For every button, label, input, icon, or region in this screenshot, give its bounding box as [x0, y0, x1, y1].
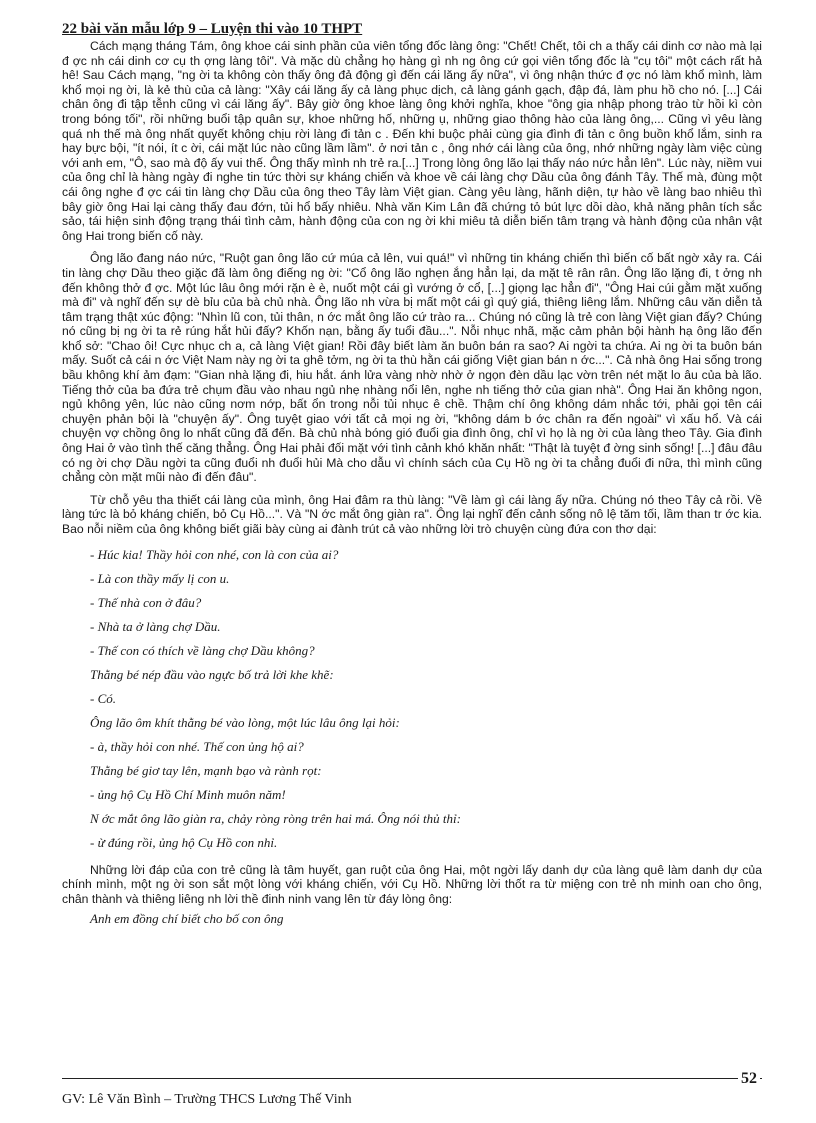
dialogue-line: - Húc kia! Thầy hỏi con nhé, con là con của ai?: [90, 546, 339, 562]
dialogue-line: N ớc mắt ông lão giàn ra, chảy ròng ròng trên hai má. Ông nói thủ thỉ:: [90, 810, 461, 826]
dialogue-line: Thằng bé nép đầu vào ngực bố trả lời khe khẽ:: [90, 666, 334, 682]
essay-body: [62, 39, 762, 927]
closing-line: Anh em đồng chí biết cho bố con ông: [90, 911, 284, 927]
dialogue-line: - ừ đúng rồi, ủng hộ Cụ Hồ con nhỉ.: [90, 834, 278, 850]
page-number: 52: [738, 1070, 760, 1088]
paragraph-3: Từ chỗ yêu tha thiết cái làng của mình, ông Hai đâm ra thù làng: "Về làm gì cái làng ấy nữa. Chúng nó theo Tây cả rồi. Về làng tức là bỏ kháng chiến, bỏ Cụ Hồ...". Và "N ớc mắt ông giàn ra". Ông lại nghĩ đến cảnh sống nô lệ tăm tối, lầm than tr ớc kia. Bao nỗi niềm của ông không biết giãi bày cùng ai đành trút cả vào những lời trò chuyện cùng đứa con thơ dại:: [62, 492, 762, 536]
paragraph-4: Những lời đáp của con trẻ cũng là tâm huyết, gan ruột của ông Hai, một ngời lấy danh dự của làng quê làm danh dự của chính mình, một ng ời son sắt một lòng với kháng chiến, với Cụ Hồ. Những lời thốt ra từ miệng con trẻ nh minh oan cho ông, chân thành và thiêng liêng nh lời thề đinh ninh vang lên từ đáy lòng ông:: [62, 862, 762, 906]
page-header-title: 22 bài văn mẫu lớp 9 – Luyện thi vào 10 THPT: [62, 21, 363, 37]
dialogue-block: [90, 543, 762, 855]
dialogue-line: - Nhà ta ở làng chợ Dầu.: [90, 618, 221, 634]
paragraph-1: Cách mạng tháng Tám, ông khoe cái sinh phần của viên tổng đốc làng ông: "Chết! Chết, tôi ch a thấy cái dinh cơ nào mà lại đ ợc nh cái dinh cơ cụ th ợng làng tôi". Và mặc dù chẳng họ hàng gì nh ng ông cứ gọi viên tổng đốc là "cụ tôi" một cách rất hả hê! Sau Cách mạng, "ng ời ta không còn thấy ông đả động gì đến cái lăng ấy nữa", vì ông nhận thức đ ợc nó làm khổ mình, làm khổ mọi ng ời, là kẻ thù của cả làng: "Xây cái lăng ấy cả làng phục dịch, cả làng gánh gạch, đập đá, làm phu hồ cho nó. [...] Cái chân ông đi tập tễnh cũng vì cái lăng ấy". Bây giờ ông khoe làng ông khởi nghĩa, khoe "ông gia nhập phong trào từ hồi kì còn trong bóng tối", rồi những buổi tập quân sự, khoe những hố, những ụ, những giao thông hào của làng ông,... Cũng vì yêu làng quá nh thế mà ông nhất quyết không chịu rời làng đi tản c . Đến khi buộc phải cùng gia đình đi tản c ông buồn khổ lắm, sinh ra hay bực bội, "ít nói, ít c ời, cái mặt lúc nào cũng lầm lầm". ở nơi tản c , ông nhớ cái làng của ông, nhớ những ngày làm việc cùng với anh em, "Ô, sao mà độ ấy vui thế. Ông thấy mình nh trẻ ra.[...] Trong lòng ông lão lại thấy náo nức hẳn lên". Lúc này, niềm vui của ông chỉ là hàng ngày đi nghe tin tức thời sự kháng chiến và khoe về cái làng chợ Dầu của ông đánh Tây. Thế mà, đùng một cái ông nghe đ ợc cái tin làng chợ Dầu của ông theo Tây làm Việt gian. Càng yêu làng, hãnh diện, tự hào về làng bao nhiêu thì bây giờ ông Hai lại càng thấy đau đớn, tủi hổ bấy nhiêu. Nhà văn Kim Lân đã chứng tỏ bút lực dồi dào, khả năng phân tích sắc sảo, tái hiện sinh động trạng thái tình cảm, hành động của con ng ời khi miêu tả diễn biến tâm trạng và hành động của nhân vật ông Hai trong biến cố này.: [62, 39, 762, 243]
dialogue-line: - ủng hộ Cụ Hồ Chí Minh muôn năm!: [90, 786, 286, 802]
dialogue-line: Thằng bé giơ tay lên, mạnh bạo và rành rọt:: [90, 762, 322, 778]
dialogue-line: - Có.: [90, 690, 116, 706]
footer-teacher-info: GV: Lê Văn Bình – Trường THCS Lương Thế Vinh: [62, 1092, 352, 1107]
dialogue-line: - Thế nhà con ở đâu?: [90, 594, 202, 610]
dialogue-line: Ông lão ôm khít thằng bé vào lòng, một lúc lâu ông lại hỏi:: [90, 714, 400, 730]
paragraph-2: Ông lão đang náo nức, "Ruột gan ông lão cứ múa cả lên, vui quá!" vì những tin kháng chiến thì biến cố bất ngờ xảy ra. Cái tin làng chợ Dầu theo giặc đã làm ông điếng ng ời: "Cổ ông lão nghẹn ắng hẳn lại, da mặt tê rân rân. Ông lão lặng đi, t ởng nh đến không thở đ ợc. Một lúc lâu ông mới rặn è è, nuốt một cái gì vướng ở cổ, [...] giọng lạc hẳn đi", "Ông Hai cúi gằm mặt xuống mà đi" và nghĩ đến sự dè bỉu của bà chủ nhà. Ông lão nh vừa bị mất một cái gì quý giá, thiêng liêng lắm. Những câu văn diễn tả tâm trạng thật xúc động: "Nhìn lũ con, tủi thân, n ớc mắt ông lão cứ trào ra... Chúng nó cũng là trẻ con làng Việt gian đấy? Chúng nó cũng bị ng ời ta rẻ rúng hắt hủi đấy? Khốn nạn, bằng ấy tuổi đầu...". Nỗi nhục nhã, mặc cảm phản bội hành hạ ông lão đến khổ sở: "Chao ôi! Cực nhục ch a, cả làng Việt gian! Rồi đây biết làm ăn buôn bán ra sao? Ai ngời ta chứa. Ai ng ời ta buôn bán mấy. Suốt cả cái n ớc Việt Nam này ng ời ta ghê tởm, ng ời ta thù hằn cái giống Việt gian bán n ớc...". Cả nhà ông Hai sống trong bầu không khí ảm đạm: "Gian nhà lặng đi, hiu hắt. ánh lửa vàng nhờ nhờ ở ngọn đèn dầu lạc vờn trên nét mặt lo âu của bà lão. Tiếng thở của ba đứa trẻ chụm đầu vào nhau ngủ nhẹ nhàng nổi lên, nghe nh tiếng thở của gian nhà". Ông Hai ăn không ngon, ngủ không yên, lúc nào cũng nơm nớp, bất ổn trong nỗi tủi nhục ê chề. Thậm chí ông không dám nhắc tới, phải gọi tên cái chuyện phản bội là "chuyện ấy". Ông tuyệt giao với tất cả mọi ng ời, "không dám b ớc chân ra đến ngoài" vì xấu hổ. Và cái chuyện vợ chồng ông lo nhất cũng đã đến. Bà chủ nhà bóng gió đuổi gia đình ông, chỉ vì họ là ng ời của làng theo Tây. Gia đình ông Hai ở vào tình thế căng thẳng. Ông Hai phải đối mặt với tình cảnh khó khăn nhất: "Thật là tuyệt đ ờng sinh sống! [...] đâu đâu có ng ời chợ Dầu ngời ta cũng đuổi nh đuổi hủi Mà cho dẫu vì chính sách của Cụ Hồ ng ời ta chẳng đuổi đi nữa, thì mình cũng chẳng còn mặt mũi nào đi đến đâu".: [62, 251, 762, 485]
dialogue-line: - à, thầy hỏi con nhé. Thế con ủng hộ ai?: [90, 738, 304, 754]
footer-divider: [62, 1078, 762, 1079]
dialogue-line: - Thế con có thích về làng chợ Dầu không?: [90, 642, 315, 658]
dialogue-line: - Là con thầy mấy lị con u.: [90, 570, 230, 586]
